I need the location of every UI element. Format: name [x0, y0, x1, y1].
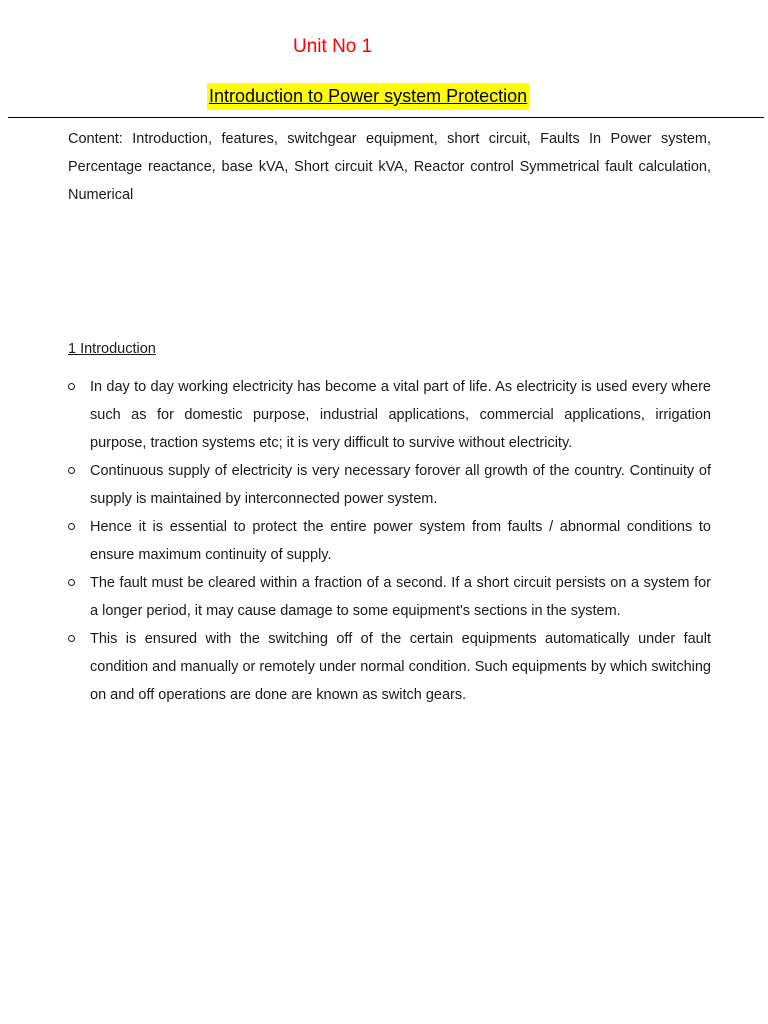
hollow-circle-bullet-icon — [68, 467, 75, 474]
list-item — [68, 513, 711, 569]
content-summary: Content: Introduction, features, switchgear equipment, short circuit, Faults In Power system, Percentage reactance, base kVA, Short circuit kVA, Reactor control Symmetrical fault calculation, Numerical — [68, 131, 711, 203]
list-item — [68, 457, 711, 513]
introduction-bullet-list — [68, 373, 711, 709]
list-item-text: Hence it is essential to protect the entire power system from faults / abnormal conditions to ensure maximum continuity of supply. — [90, 519, 711, 563]
hollow-circle-bullet-icon — [68, 523, 75, 530]
section-heading: 1 Introduction — [68, 341, 156, 357]
list-item-text: In day to day working electricity has become a vital part of life. As electricity is used every where such as for domestic purpose, industrial applications, commercial applications, irrigation purpose, traction systems etc; it is very difficult to survive without electricity. — [90, 379, 711, 451]
hollow-circle-bullet-icon — [68, 579, 75, 586]
hollow-circle-bullet-icon — [68, 383, 75, 390]
list-item-text: The fault must be cleared within a fraction of a second. If a short circuit persists on a system for a longer period, it may cause damage to some equipment's sections in the system. — [90, 575, 711, 619]
list-item-text: Continuous supply of electricity is very necessary forover all growth of the country. Continuity of supply is maintained by interconnected power system. — [90, 463, 711, 507]
header-divider — [8, 117, 764, 118]
list-item — [68, 625, 711, 709]
list-item — [68, 373, 711, 457]
document-title: Introduction to Power system Protection — [207, 83, 529, 110]
hollow-circle-bullet-icon — [68, 635, 75, 642]
list-item — [68, 569, 711, 625]
unit-title: Unit No 1 — [293, 36, 373, 57]
list-item-text: This is ensured with the switching off of the certain equipments automatically under fault condition and manually or remotely under normal condition. Such equipments by which switching on and off operations are done are known as switch gears. — [90, 631, 711, 703]
